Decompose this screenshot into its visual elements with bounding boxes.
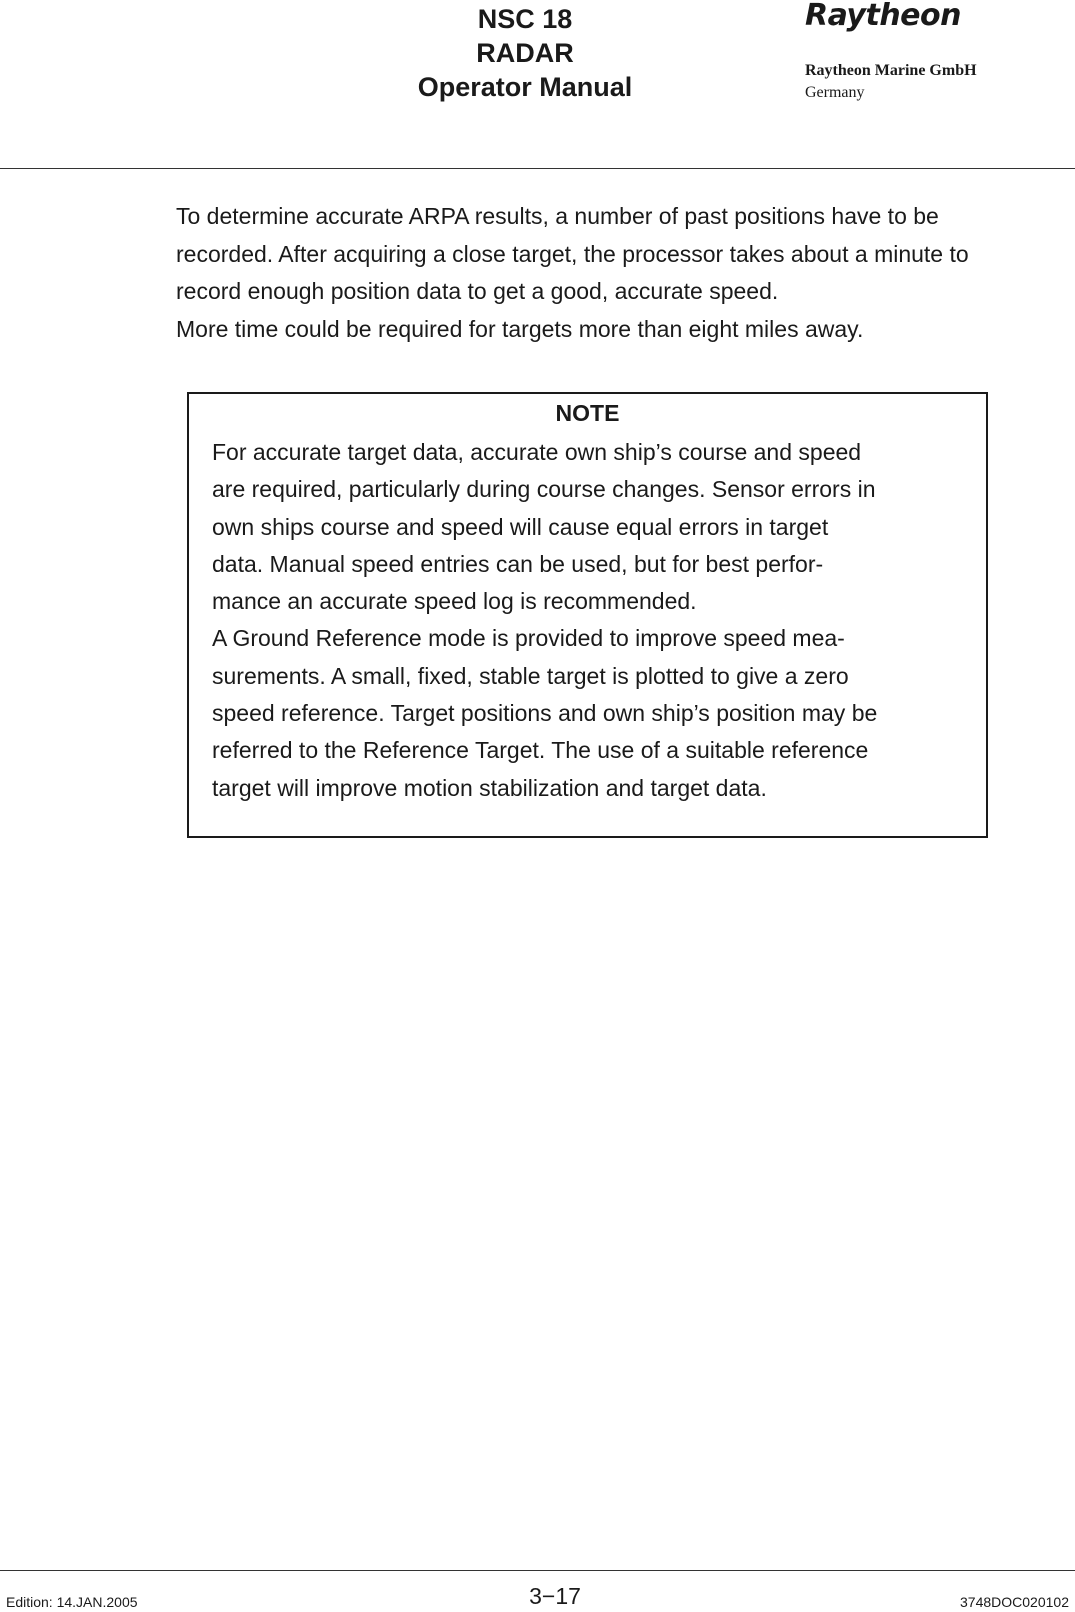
paragraph-line: record enough position data to get a good, accurate speed. — [176, 278, 779, 304]
note-title: NOTE — [555, 400, 620, 426]
note-line: target will improve motion stabilization and target data. — [212, 774, 767, 801]
company-country: Germany — [805, 84, 865, 101]
note-line: surements. A small, fixed, stable target is plotted to give a zero — [212, 662, 849, 689]
note-box — [187, 392, 988, 838]
raytheon-logo: Raytheon — [805, 0, 961, 33]
body-paragraph — [176, 198, 1066, 348]
title-line-document: Operator Manual — [417, 72, 633, 102]
note-text — [212, 434, 982, 807]
page-number: 3−17 — [529, 1583, 581, 1609]
note-line: For accurate target data, accurate own ship’s course and speed — [212, 439, 862, 465]
title-line-product: NSC 18 — [477, 4, 573, 34]
note-line: referred to the Reference Target. The use of a suitable reference — [212, 737, 869, 764]
paragraph-line: To determine accurate ARPA results, a number of past positions have to be — [176, 203, 939, 229]
document-number: 3748DOC020102 — [960, 1594, 1069, 1610]
note-line: data. Manual speed entries can be used, but for best perfor- — [212, 550, 824, 577]
header-divider — [0, 168, 1075, 169]
title-line-category: RADAR — [476, 38, 574, 68]
edition-date: Edition: 14.JAN.2005 — [6, 1594, 138, 1610]
note-line: A Ground Reference mode is provided to improve speed mea- — [212, 625, 845, 652]
paragraph-line: More time could be required for targets more than eight miles away. — [176, 315, 864, 342]
manual-title — [360, 2, 690, 104]
note-line: are required, particularly during course changes. Sensor errors in — [212, 476, 876, 503]
company-name: Raytheon Marine GmbH — [805, 62, 977, 79]
note-line: speed reference. Target positions and own ship’s position may be — [212, 700, 878, 727]
company-block — [805, 60, 977, 104]
note-line: mance an accurate speed log is recommended. — [212, 588, 697, 615]
note-line: own ships course and speed will cause equal errors in target — [212, 513, 829, 540]
paragraph-line: recorded. After acquiring a close target, the processor takes about a minute to — [176, 240, 969, 267]
footer-divider — [0, 1570, 1075, 1571]
